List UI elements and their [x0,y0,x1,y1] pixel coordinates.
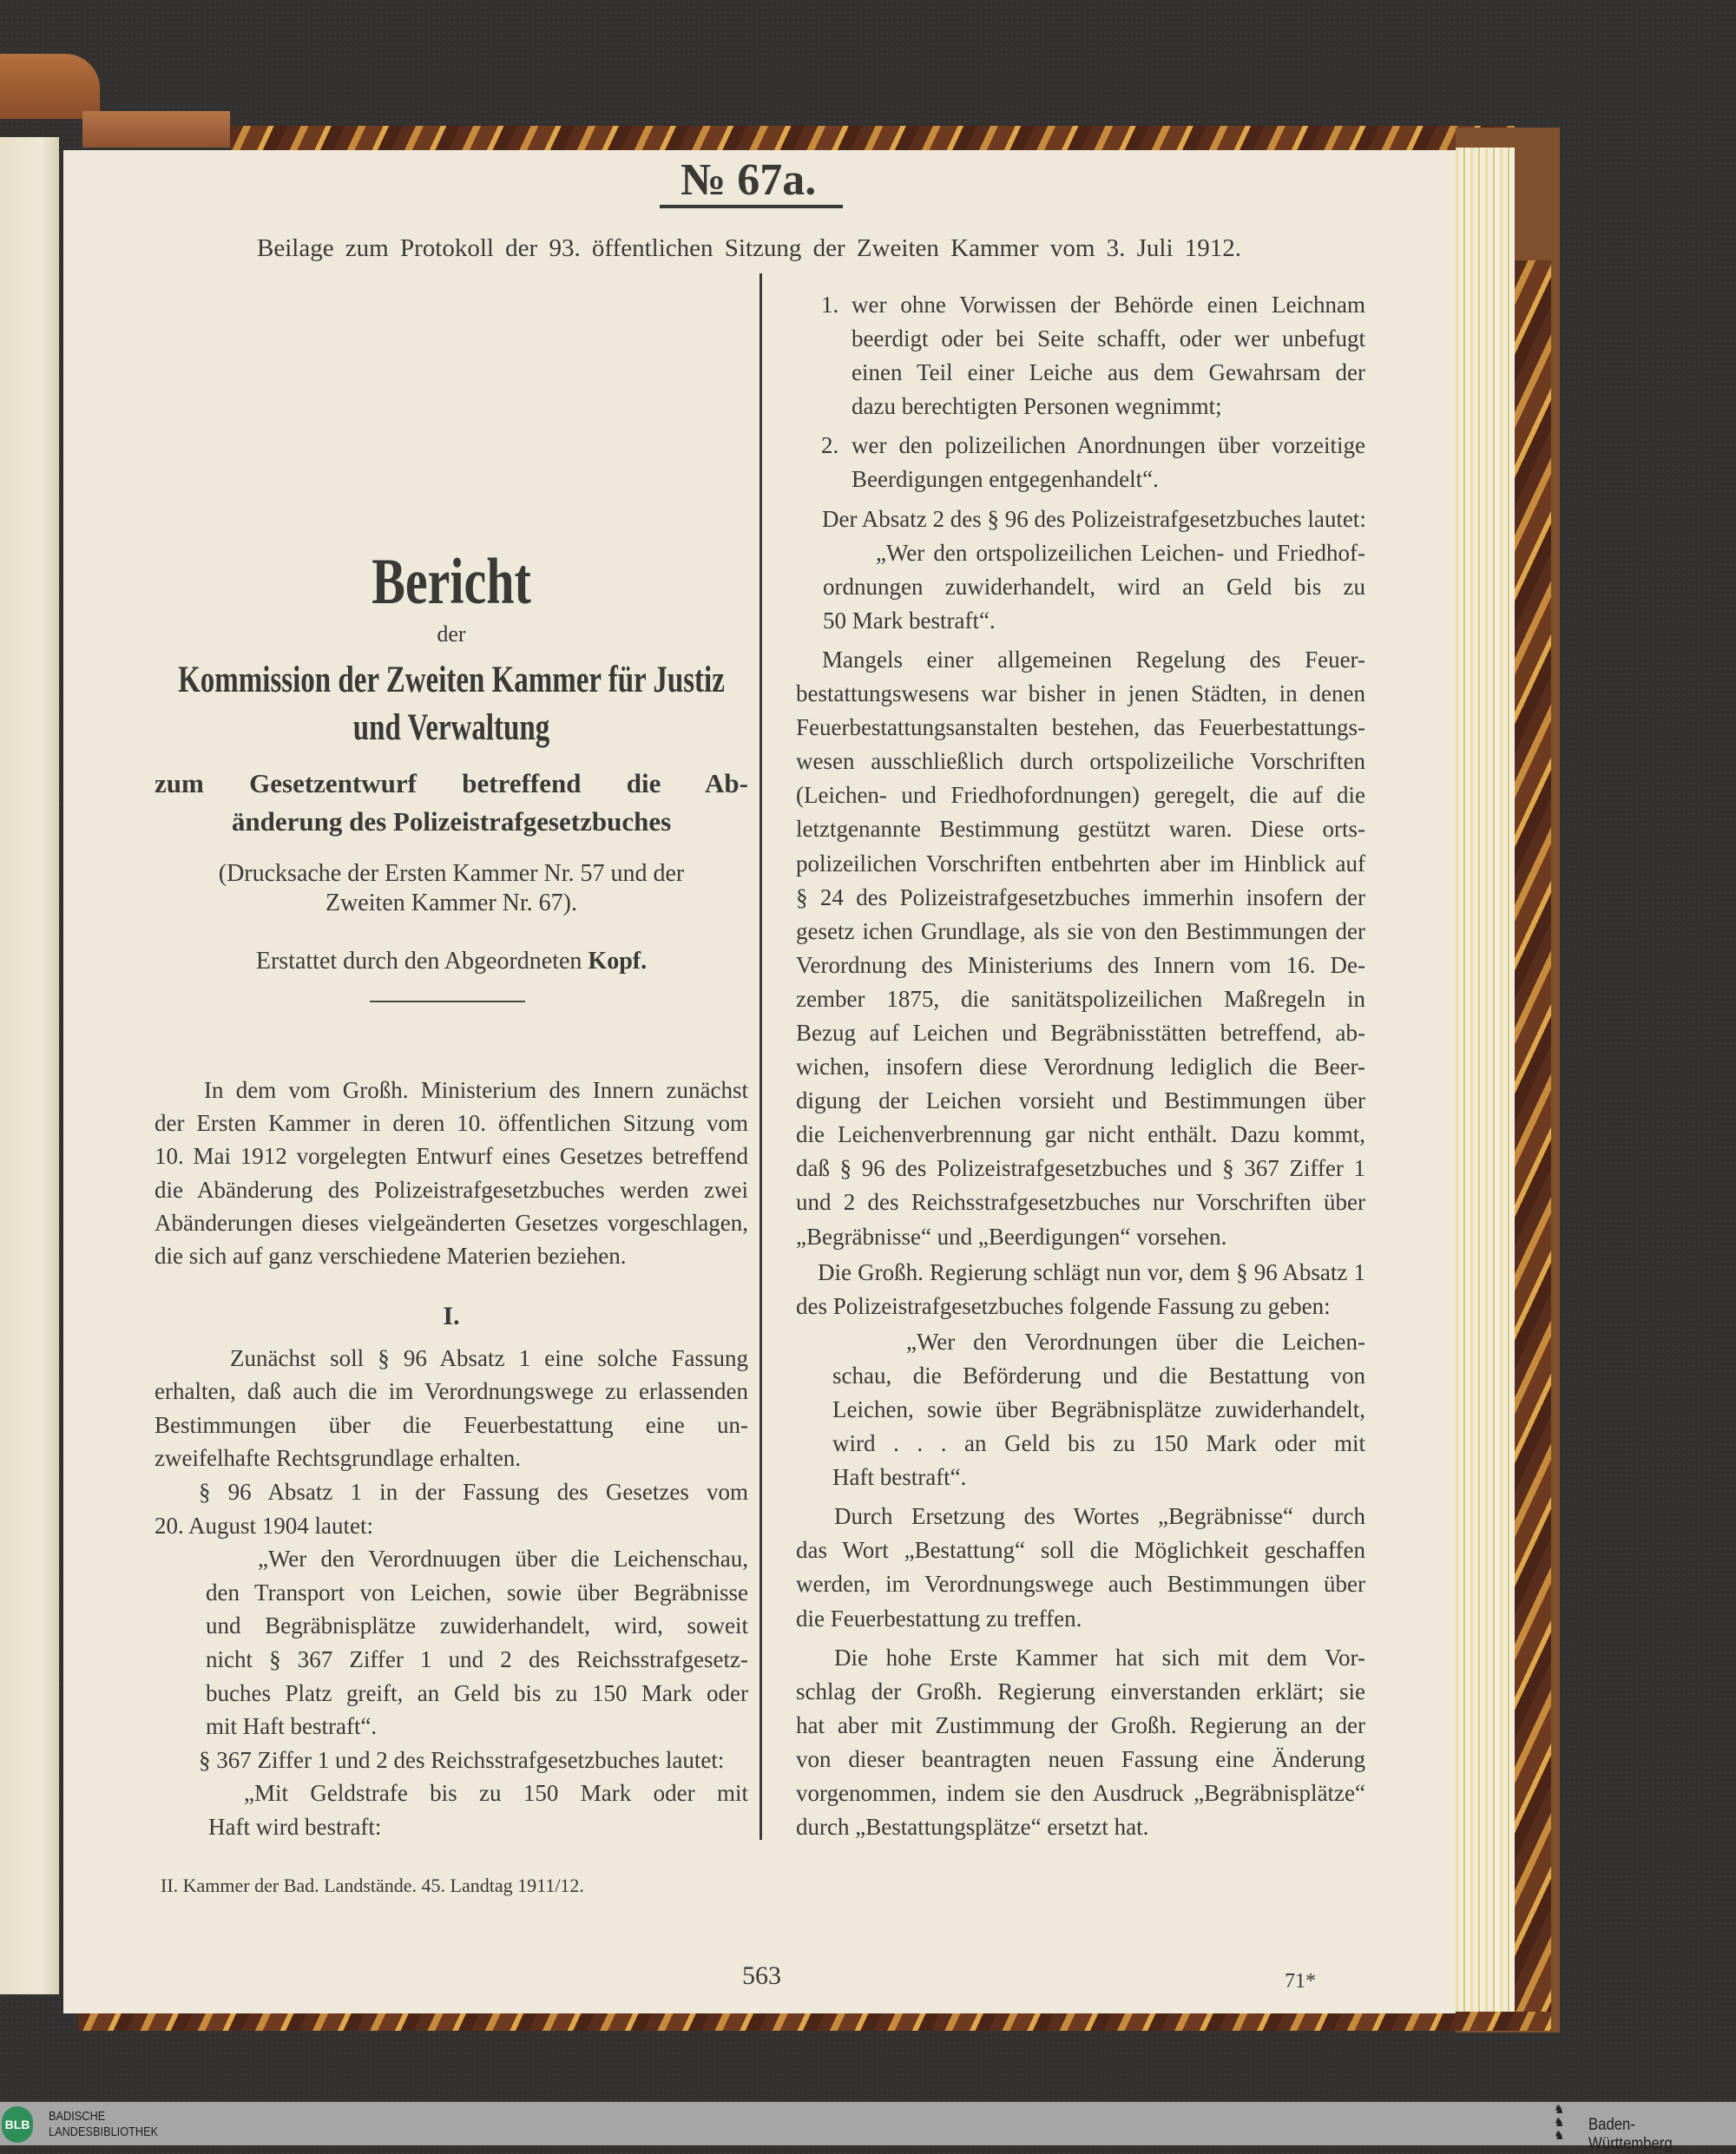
blb-logo-icon[interactable] [2,2106,33,2143]
text-line: zember 1875, die sanitätspolizeilichen Maßregeln in [796,985,1365,1012]
text-line: wer den polizeilichen Anordnungen über vorzeitige [852,432,1365,459]
state-logo-text[interactable]: Baden-Württemberg [1588,2116,1673,2153]
text-line: Mangels einer allgemeinen Regelung des Feuer- [822,646,1365,673]
document-subtitle: Beilage zum Protokoll der 93. öffentlichen Sitzung der Zweiten Kammer vom 3. Juli 1912. [257,234,1241,262]
paragraph [796,1256,1365,1323]
text-line: „Wer den ortspolizeilichen Leichen- und Friedhof- [876,539,1365,566]
paragraph-intro [155,1074,748,1272]
text-line: der Ersten Kammer in deren 10. öffentlichen Sitzung vom [155,1110,748,1137]
paragraph [796,1641,1365,1845]
quotation [155,1542,748,1744]
section-heading: I. [443,1302,460,1330]
signature-mark: 71* [1285,1970,1316,1993]
text-line: die Leichenverbrennung gar nicht enthält. Dazu kommt, [796,1121,1365,1148]
page-number: 563 [742,1961,781,1990]
library-bar [0,2102,1736,2145]
text-line: und 2 des Reichsstrafgesetzbuches nur Vorschriften über [796,1189,1365,1216]
text-line: und Begräbnisplätze zuwiderhandelt, wird, soweit [206,1612,748,1639]
text-line: schlag der Großh. Regierung einverstanden erklärt; sie [796,1678,1365,1704]
list-number: 1. [821,292,839,318]
blb-logo-text: BLB [4,2118,30,2131]
text-line: § 96 Absatz 1 in der Fassung des Gesetzes vom [199,1478,748,1505]
quotation [796,536,1365,638]
text-line: „Wer den Verordnungen über die Leichen- [906,1328,1365,1355]
text-line: erhalten, daß auch die im Verordnungswege zu erlassenden [155,1378,748,1405]
column-divider [760,273,762,1840]
marbled-edge-top [230,126,1515,150]
commission-line [155,660,748,701]
text-line: Die Großh. Regierung schlägt nun vor, dem § 96 Absatz 1 [818,1258,1365,1285]
text-line: Leichen, sowie über Begräbnisplätze zuwiderhandelt, [832,1396,1365,1422]
text-line: 10. Mai 1912 vorgelegten Entwurf eines Gesetzes betreffend [155,1143,748,1170]
text-line: Haft bestraft“. [832,1464,967,1491]
paragraph [796,502,1365,536]
text-line: gesetz ichen Grundlage, als sie von den Bestimmungen der [796,917,1365,944]
commission-line-text: Kommission der Zweiten Kammer für Justiz [178,660,725,701]
heading-rule [370,1001,525,1002]
text-line: § 367 Ziffer 1 und 2 des Reichsstrafgesetzbuches lautet: [199,1746,725,1773]
commission-line-text: und Verwaltung [352,707,550,749]
quotation [155,1776,748,1843]
list-item-text [852,429,1365,496]
text-line: Beerdigungen entgegenhandelt“. [852,466,1159,493]
text-line: ordnungen zuwiderhandelt, wird an Geld bis zu [823,573,1365,600]
text-line: des Polizeistrafgesetzbuches folgende Fassung zu geben: [796,1292,1331,1319]
report-title [155,544,748,618]
text-line: bestattungswesens war bisher in jenen Städten, in denen [796,680,1365,707]
text-line: mit Haft bestraft“. [206,1713,378,1740]
text-line: einen Teil einer Leiche aus dem Gewahrsam der [852,359,1365,386]
library-name-line: LANDESBIBLIOTHEK [49,2124,159,2139]
text-line: Feuerbestattungsanstalten bestehen, das Feuerbestattungs- [796,714,1365,741]
text-line: digung der Leichen vorsieht und Bestimmungen über [796,1087,1365,1114]
quotation [796,1325,1365,1494]
text-line: In dem vom Großh. Ministerium des Innern zunächst [204,1077,748,1103]
text-line: „Begräbnisse“ und „Beerdigungen“ vorsehen. [796,1223,1227,1250]
text-line: „Wer den Verordnuugen über die Leichenschau, [258,1546,748,1573]
text-line: § 24 des Polizeistrafgesetzbuches immerhin insofern der [796,883,1365,910]
text-line: polizeilichen Vorschriften entbehrten aber im Hinblick auf [796,850,1365,877]
text-line: buches Platz greift, an Geld bis zu 150 Mark oder [206,1679,748,1706]
left-page-edge [0,137,59,1994]
report-title-text: Bericht [372,544,531,618]
subject-line: zum Gesetzentwurf betreffend die Ab- [155,768,748,798]
text-line: Haft wird bestraft: [208,1813,382,1840]
reporter-name: Kopf. [588,948,648,975]
list-item [796,429,1365,496]
text-line: letztgenannte Bestimmung gestützt waren. Diese orts- [796,816,1365,843]
text-line: wichen, insofern diese Verordnung lediglich die Beer- [796,1054,1365,1080]
text-line: durch „Bestattungsplätze“ ersetzt hat. [796,1814,1149,1841]
text-line: beerdigt oder bei Seite schafft, oder wer unbefugt [852,325,1365,352]
text-line: die Abänderung des Polizeistrafgesetzbuches werden zwei [155,1176,748,1203]
text-line: hat aber mit Zustimmung der Großh. Regierung an der [796,1711,1365,1738]
marbled-edge-bottom [78,2012,1551,2031]
text-line: vorgenommen, indem sie den Ausdruck „Begräbnisplätze“ [796,1780,1365,1807]
library-name-line: BADISCHE [49,2109,106,2124]
right-body [796,288,1365,1844]
lions-coat-of-arms-icon: ♞ ♞ ♞ [1554,2104,1565,2143]
text-line: wesen ausschließlich durch ortspolizeiliche Vorschriften [796,748,1365,775]
paragraph [155,1342,748,1475]
number-underline [660,205,843,208]
imprint: II. Kammer der Bad. Landstände. 45. Landtag 1911/12. [161,1875,584,1896]
text-line: (Leichen- und Friedhofordnungen) geregelt, die auf die [796,782,1365,809]
spine-leather [0,54,100,119]
paragraph [155,1475,748,1542]
text-line: „Mit Geldstrafe bis zu 150 Mark oder mit [244,1780,748,1807]
text-line: 50 Mark bestraft“. [823,607,996,634]
commission-line [155,707,748,749]
page-edges [1456,148,1515,2022]
left-body [155,1300,748,1844]
spine-leather-corner [82,111,230,148]
subject-line: änderung des Polizeistrafgesetzbuches [231,806,672,837]
printed-matter-line: (Drucksache der Ersten Kammer Nr. 57 und der [218,860,685,887]
reporter-prefix: Erstattet durch den Abgeordneten [255,948,582,975]
marbled-edge-right [1515,260,1551,2031]
text-line: nicht § 367 Ziffer 1 und 2 des Reichsstrafgesetz- [206,1645,748,1672]
text-line: von dieser beantragten neuen Fassung eine Änderung [796,1745,1365,1772]
text-line: 20. August 1904 lautet: [155,1512,373,1539]
text-line: wird . . . an Geld bis zu 150 Mark oder mit [832,1430,1365,1457]
library-name[interactable] [49,2109,158,2140]
list-item [796,288,1365,424]
text-line: Abänderungen dieses vielgeänderten Gesetzes vorgeschlagen, [155,1209,748,1236]
report-der: der [437,621,466,647]
list-item-text [852,288,1365,424]
text-line: Zunächst soll § 96 Absatz 1 eine solche Fassung [230,1344,748,1371]
text-line: Der Absatz 2 des § 96 des Polizeistrafgesetzbuches lautet: [822,505,1366,532]
text-line: Die hohe Erste Kammer hat sich mit dem Vor- [834,1644,1365,1671]
paragraph [796,1500,1365,1635]
list-number: 2. [821,432,839,459]
text-line: daß § 96 des Polizeistrafgesetzbuches und § 367 Ziffer 1 [796,1155,1365,1182]
text-line: zweifelhafte Rechtsgrundlage erhalten. [155,1445,522,1472]
text-line: die sich auf ganz verschiedene Materien beziehen. [155,1243,627,1270]
text-line: wer ohne Vorwissen der Behörde einen Leichnam [852,292,1365,318]
text-line: den Transport von Leichen, sowie über Begräbnisse [206,1579,748,1606]
text-line: dazu berechtigten Personen wegnimmt; [852,393,1222,420]
text-line: die Feuerbestattung zu treffen. [796,1605,1082,1632]
text-line: Durch Ersetzung des Wortes „Begräbnisse“ durch [834,1503,1365,1530]
text-line: Bezug auf Leichen und Begräbnisstätten betreffend, ab- [796,1019,1365,1046]
paragraph [796,643,1365,1254]
text-line: schau, die Beförderung und die Bestattung von [832,1362,1365,1389]
text-line: werden, im Verordnungswege auch Bestimmungen über [796,1571,1365,1598]
paragraph [155,1744,748,1777]
text-line: Verordnung des Ministeriums des Innern vom 16. De- [796,951,1365,978]
text-line: Bestimmungen über die Feuerbestattung eine un- [155,1411,748,1438]
document-number: № 67a. [681,155,817,205]
reporter-line [155,948,748,975]
printed-matter-line: Zweiten Kammer Nr. 67). [325,890,578,916]
text-line: das Wort „Bestattung“ soll die Möglichkeit geschaffen [796,1537,1365,1564]
